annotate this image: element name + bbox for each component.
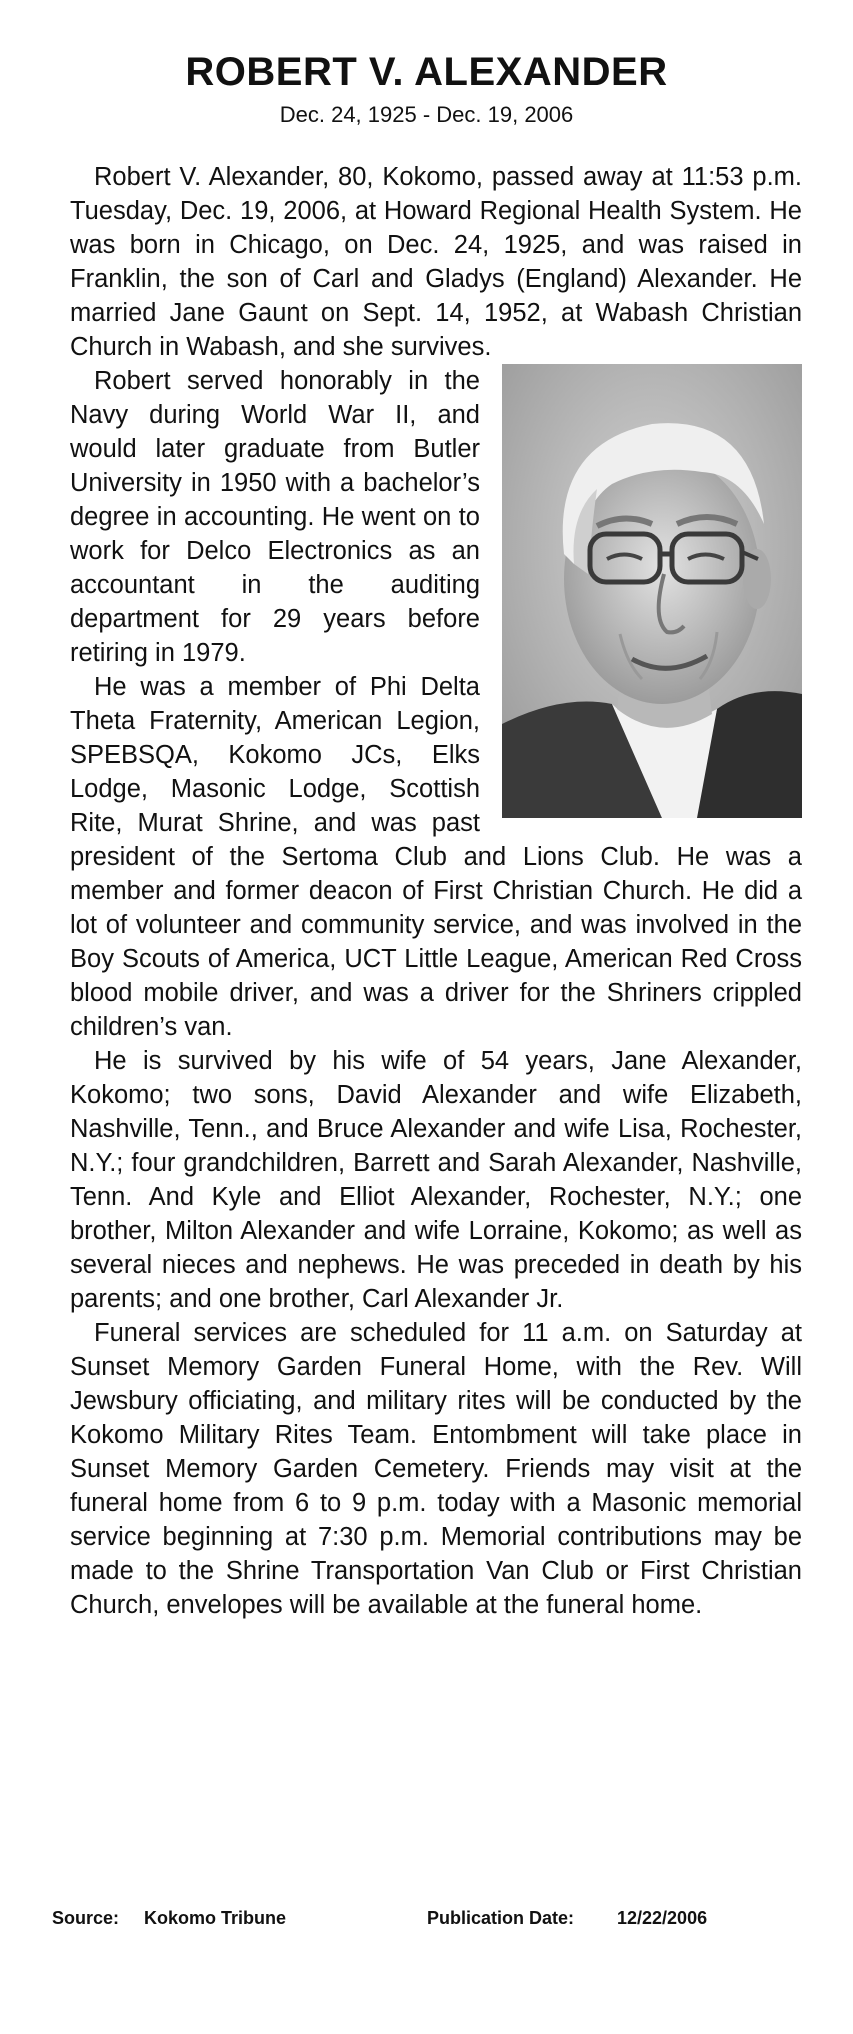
- obituary-name: ROBERT V. ALEXANDER: [185, 50, 668, 94]
- paragraph-3: He was a member of Phi Delta Theta Fraternity, American Legion, SPEBSQA, Kokomo JCs, Elks Lodge, Masonic Lodge, Scottish Rite, Murat Shrine, and was past president of the Sertoma Club and Lions Club. He was a member and former deacon of First Christian Church. He did a lot of volunteer and community service, and was involved in the Boy Scouts of America, UCT Little League, American Red Cross blood mobile driver, and was a driver for the Shriners crippled children’s van.: [70, 673, 802, 1041]
- source-value: Kokomo Tribune: [144, 1908, 287, 1928]
- source-label: Source:: [52, 1908, 120, 1928]
- paragraph-1: Robert V. Alexander, 80, Kokomo, passed away at 11:53 p.m. Tuesday, Dec. 19, 2006, at Howard Regional Health System. He was born in Chicago, on Dec. 24, 1925, and was raised in Franklin, the son of Carl and Gladys (England) Alexander. He married Jane Gaunt on Sept. 14, 1952, at Wabash Christian Church in Wabash, and she survives.: [70, 163, 802, 361]
- publication-date-value: 12/22/2006: [617, 1908, 708, 1928]
- paragraph-2: Robert served honorably in the Navy during World War II, and would later graduate from Butler University in 1950 with a bachelor’s degree in accounting. He went on to work for Delco Electronics as an accountant in the auditing department for 29 years before retiring in 1979.: [70, 367, 480, 667]
- paragraph-4: He is survived by his wife of 54 years, Jane Alexander, Kokomo; two sons, David Alexander and wife Elizabeth, Nashville, Tenn., and Bruce Alexander and wife Lisa, Rochester, N.Y.; four grandchildren, Barrett and Sarah Alexander, Nashville, Tenn. And Kyle and Elliot Alexander, Rochester, N.Y.; one brother, Milton Alexander and wife Lorraine, Kokomo; as well as several nieces and nephews. He was preceded in death by his parents; and one brother, Carl Alexander Jr.: [70, 1047, 802, 1313]
- paragraph-5: Funeral services are scheduled for 11 a.m. on Saturday at Sunset Memory Garden Funeral Home, with the Rev. Will Jewsbury officiating, and military rites will be conducted by the Kokomo Military Rites Team. Entombment will take place in Sunset Memory Garden Cemetery. Friends may visit at the funeral home from 6 to 9 p.m. today with a Masonic memorial service beginning at 7:30 p.m. Memorial contributions may be made to the Shrine Transportation Van Club or First Christian Church, envelopes will be available at the funeral home.: [70, 1319, 802, 1619]
- publication-date-label: Publication Date:: [427, 1908, 575, 1928]
- portrait-photo: [502, 364, 802, 818]
- obituary-body: [70, 160, 802, 1622]
- life-dates: Dec. 24, 1925 - Dec. 19, 2006: [279, 102, 574, 127]
